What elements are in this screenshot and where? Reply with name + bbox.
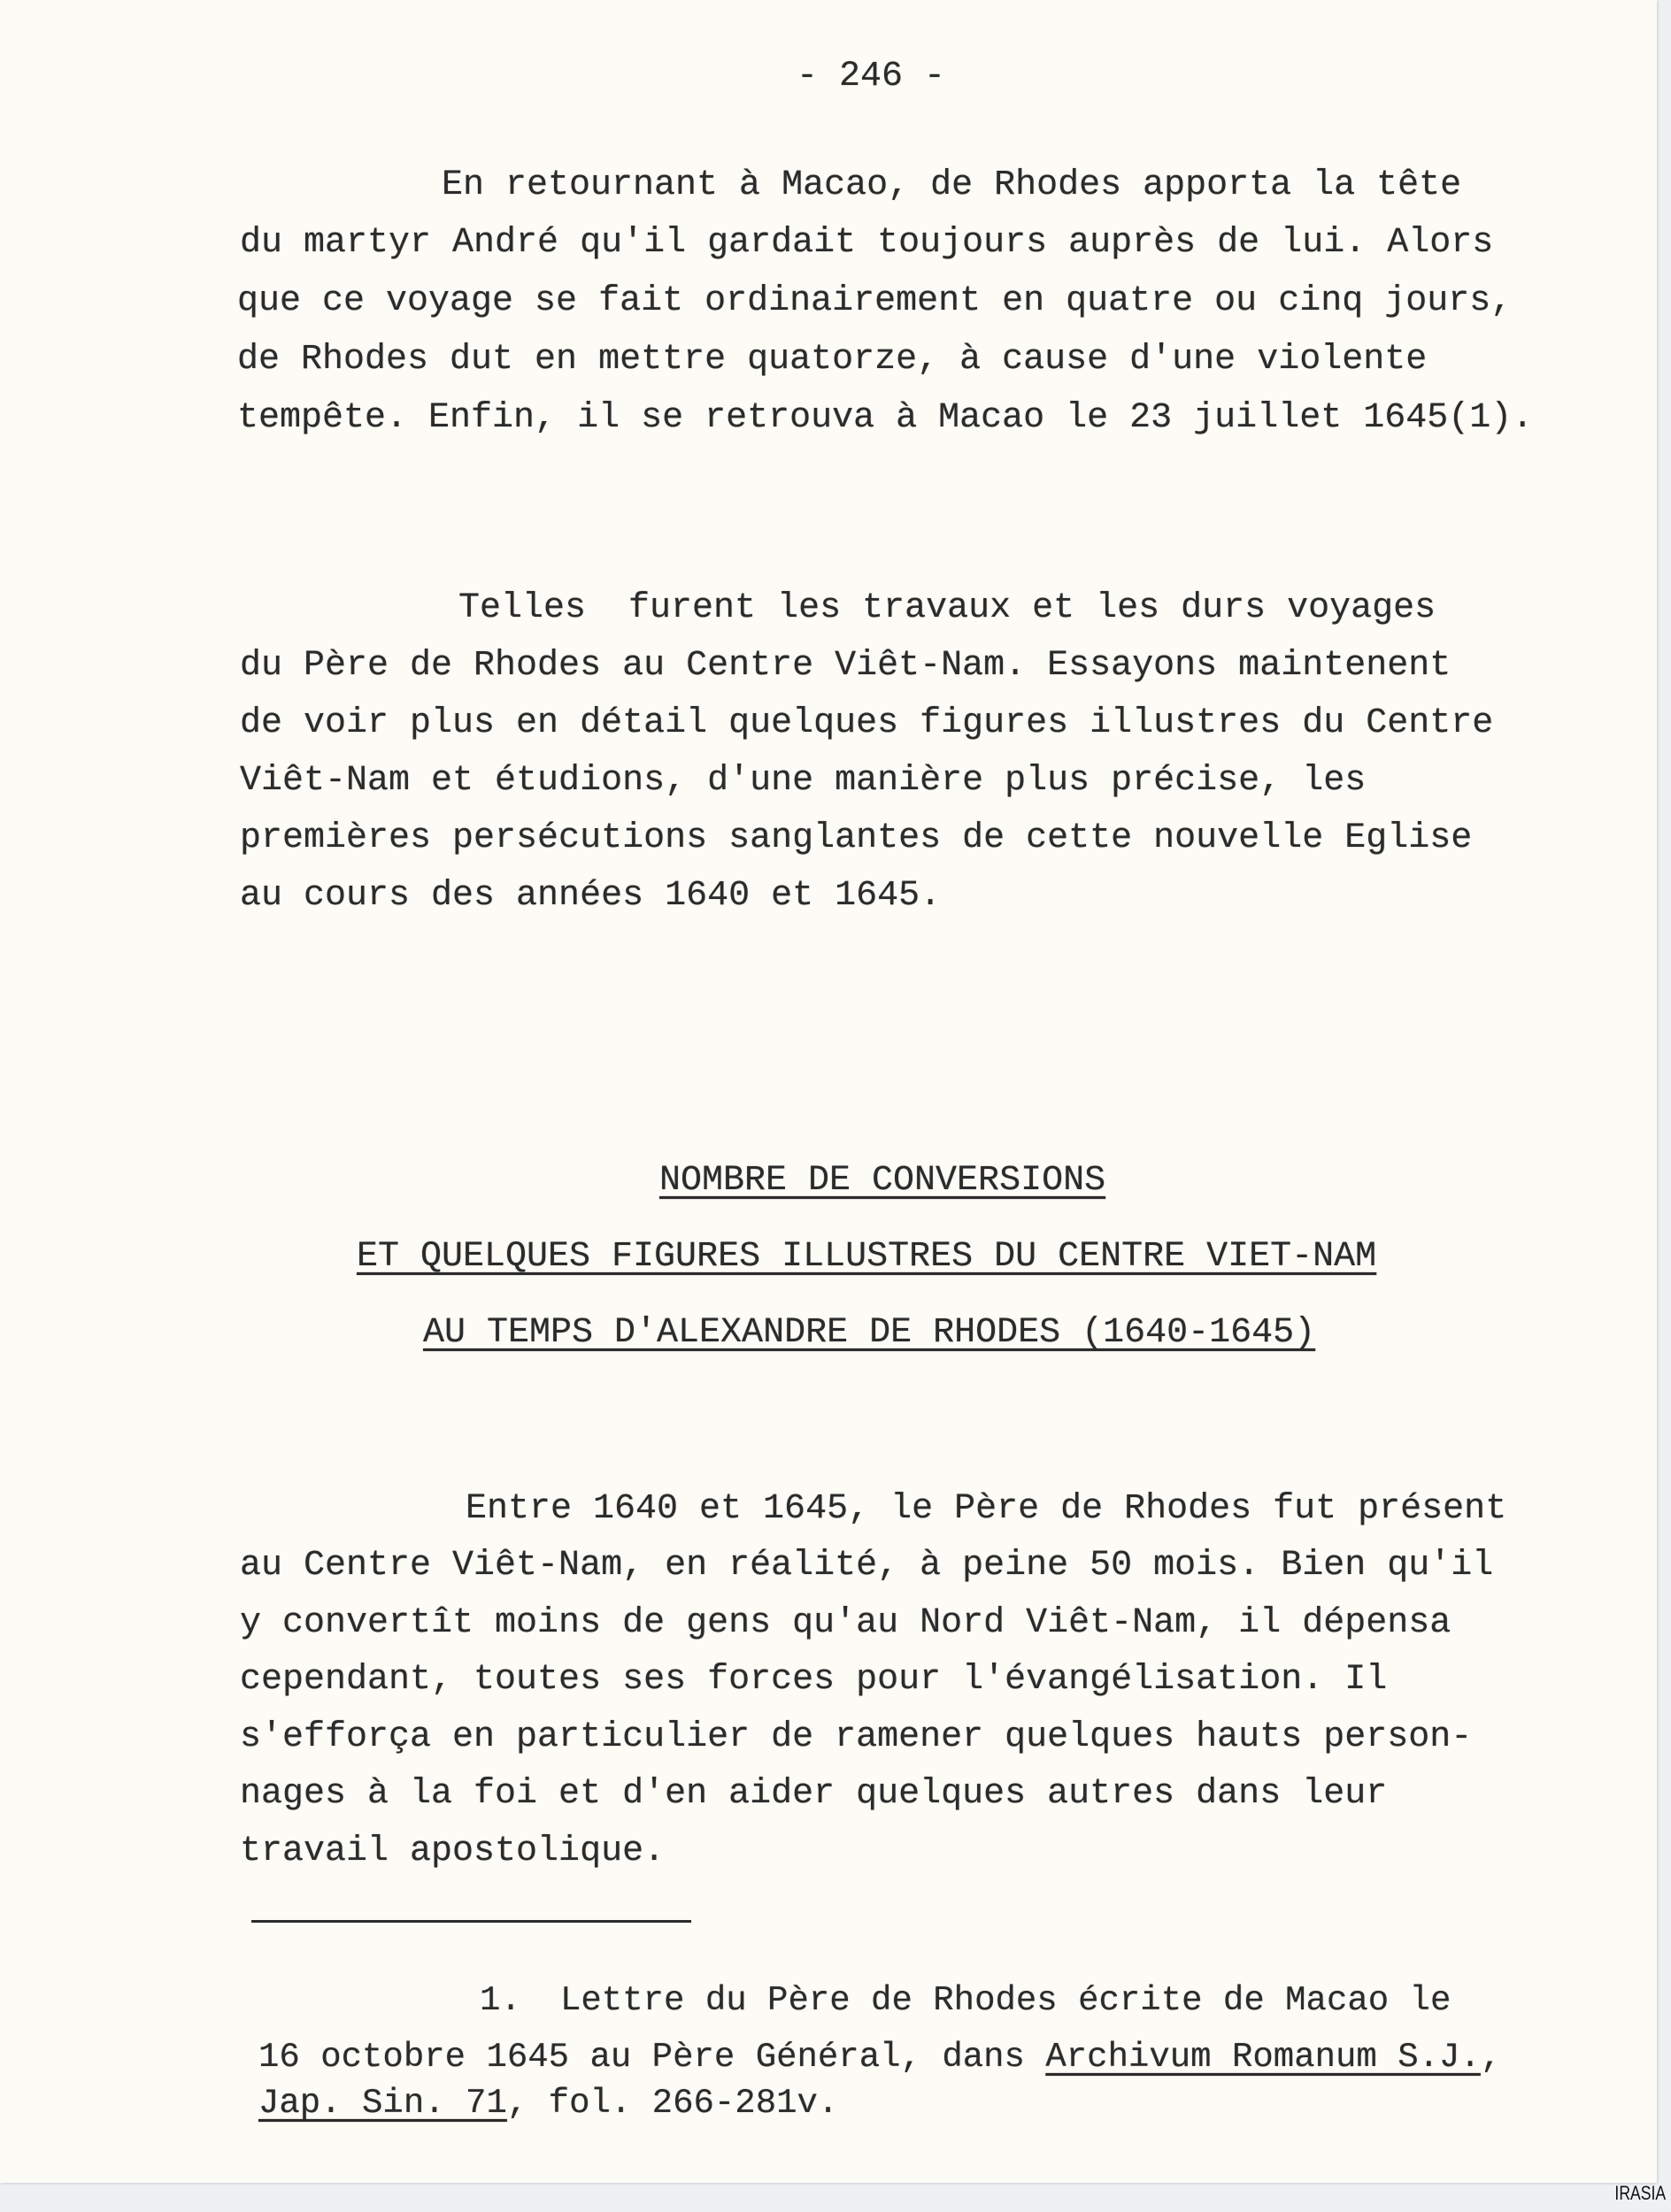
watermark: IRASIA: [1614, 2182, 1666, 2204]
footnote-source-title: Archivum Romanum S.J.: [1045, 2038, 1481, 2077]
text-line: s'efforça en particulier de ramener quelques hauts person-: [240, 1717, 1473, 1757]
text-line: tempête. Enfin, il se retrouva à Macao le 23 juillet 1645(1).: [237, 398, 1534, 438]
heading-line: AU TEMPS D'ALEXANDRE DE RHODES (1640-1645): [423, 1313, 1316, 1353]
footnote-text: 16 octobre 1645 au Père Général, dans: [258, 2038, 1046, 2077]
text-line: Entre 1640 et 1645, le Père de Rhodes fut présent: [466, 1489, 1507, 1529]
text-line: nages à la foi et d'en aider quelques autres dans leur: [240, 1774, 1388, 1814]
text-line: de Rhodes dut en mettre quatorze, à cause d'une violente: [237, 340, 1428, 380]
footnote-line: [258, 2035, 1501, 2079]
text-line: premières persécutions sanglantes de cette nouvelle Eglise: [240, 818, 1473, 858]
text-line: de voir plus en détail quelques figures illustres du Centre: [240, 703, 1494, 743]
page-number: - 246 -: [797, 57, 946, 96]
text-line: au Centre Viêt-Nam, en réalité, à peine 50 mois. Bien qu'il: [240, 1546, 1494, 1586]
text-line: que ce voyage se fait ordinairement en quatre ou cinq jours,: [237, 281, 1513, 321]
heading-line: ET QUELQUES FIGURES ILLUSTRES DU CENTRE VIET-NAM: [357, 1237, 1377, 1277]
footnote-line: [258, 2081, 838, 2125]
footnote-line: Lettre du Père de Rhodes écrite de Macao le: [560, 1981, 1452, 2020]
footnote-text: ,: [1480, 2038, 1502, 2077]
text-line: Viêt-Nam et étudions, d'une manière plus précise, les: [240, 761, 1367, 801]
footnote-number: 1.: [480, 1981, 521, 2020]
footnote-source-ref: Jap. Sin. 71: [258, 2084, 507, 2123]
text-line: au cours des années 1640 et 1645.: [240, 876, 942, 916]
text-line: En retournant à Macao, de Rhodes apporta la tête: [442, 165, 1462, 205]
text-line: cependant, toutes ses forces pour l'évangélisation. Il: [240, 1660, 1388, 1700]
text-line: du Père de Rhodes au Centre Viêt-Nam. Essayons maintenent: [240, 646, 1452, 686]
text-line: du martyr André qu'il gardait toujours auprès de lui. Alors: [240, 223, 1494, 263]
footnote-separator: [251, 1920, 691, 1923]
text-line: y convertît moins de gens qu'au Nord Viêt-Nam, il dépensa: [240, 1603, 1452, 1643]
footnote-text: , fol. 266-281v.: [506, 2084, 839, 2123]
heading-line: NOMBRE DE CONVERSIONS: [659, 1161, 1106, 1201]
text-line: Telles furent les travaux et les durs voyages: [458, 588, 1436, 628]
text-line: travail apostolique.: [240, 1832, 666, 1871]
